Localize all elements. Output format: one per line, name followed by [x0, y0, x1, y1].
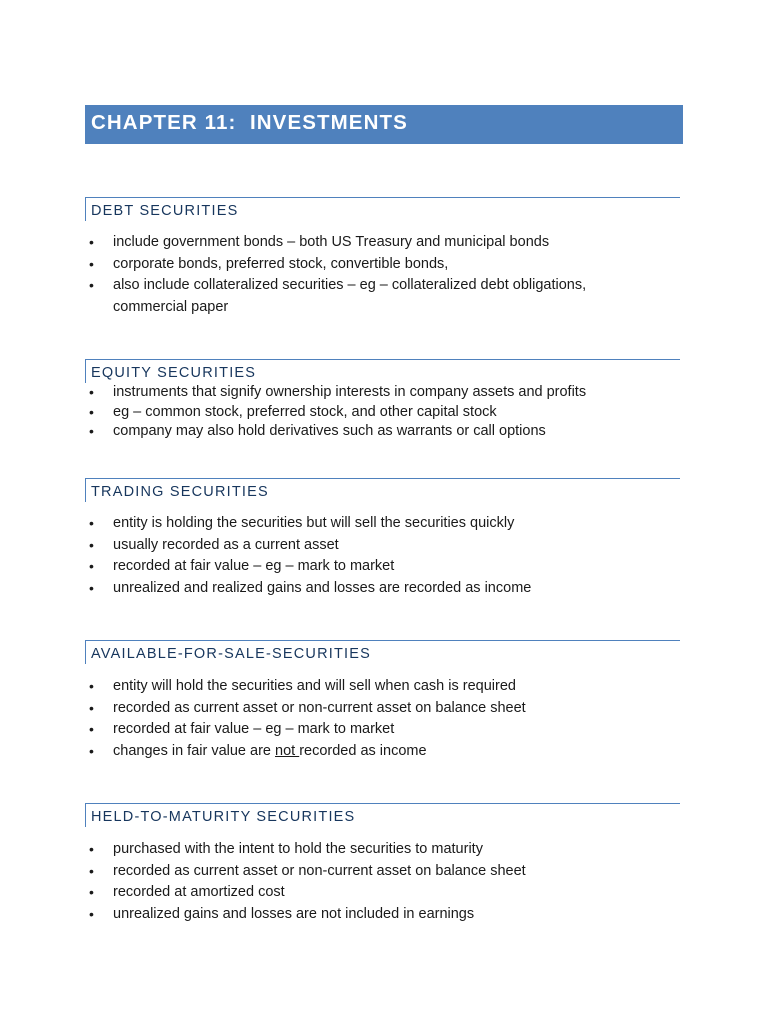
- section-available-for-sale-securities: [85, 640, 680, 762]
- list-item-text: unrealized and realized gains and losses are recorded as income: [113, 579, 532, 596]
- list-item: [85, 882, 680, 904]
- section-trading-securities: [85, 478, 680, 599]
- bullet-icon: •: [89, 579, 94, 596]
- bullet-icon: •: [89, 742, 94, 759]
- section-heading: [85, 478, 680, 502]
- bullet-list: [85, 232, 680, 318]
- list-item-text: eg – common stock, preferred stock, and other capital stock: [113, 403, 497, 420]
- list-item: [85, 232, 680, 254]
- chapter-title: CHAPTER 11: INVESTMENTS: [91, 111, 408, 134]
- list-item: [85, 556, 680, 578]
- list-item-text: recorded as current asset or non-current asset on balance sheet: [113, 862, 526, 879]
- list-item-text: corporate bonds, preferred stock, convertible bonds,: [113, 255, 449, 272]
- list-item: [85, 861, 680, 883]
- list-item: [85, 676, 680, 698]
- underlined-word: not: [275, 742, 300, 759]
- bullet-icon: •: [89, 277, 94, 293]
- list-item-text: unrealized gains and losses are not included in earnings: [113, 905, 475, 922]
- bullet-icon: •: [89, 536, 94, 553]
- list-item: [85, 904, 680, 926]
- bullet-icon: •: [89, 234, 94, 250]
- section-heading-text: HELD-TO-MATURITY SECURITIES: [91, 809, 356, 825]
- list-item-text: company may also hold derivatives such as warrants or call options: [113, 423, 546, 439]
- section-heading: [85, 803, 680, 827]
- list-item: [85, 839, 680, 861]
- bullet-icon: •: [89, 678, 94, 694]
- list-item-text: include government bonds – both US Treasury and municipal bonds: [113, 234, 550, 250]
- section-debt-securities: [85, 197, 680, 318]
- bullet-icon: •: [89, 699, 94, 716]
- bullet-icon: •: [89, 384, 94, 400]
- section-heading-text: AVAILABLE-FOR-SALE-SECURITIES: [91, 646, 372, 662]
- list-item: [85, 578, 680, 600]
- bullet-icon: •: [89, 403, 94, 420]
- section-heading-text: TRADING SECURITIES: [91, 484, 269, 500]
- bullet-icon: •: [89, 255, 94, 272]
- section-heading-text: EQUITY SECURITIES: [91, 365, 257, 381]
- section-heading: [85, 640, 680, 664]
- list-item-text: usually recorded as a current asset: [113, 536, 339, 553]
- bullet-list: [85, 513, 680, 599]
- bullet-list: [85, 383, 680, 442]
- list-item: [85, 741, 680, 763]
- list-item: [85, 403, 680, 423]
- list-item: [85, 422, 680, 442]
- list-item: [85, 513, 680, 535]
- list-item-text: recorded at fair value – eg – mark to market: [113, 721, 395, 737]
- bullet-icon: •: [89, 721, 94, 737]
- bullet-icon: •: [89, 558, 94, 574]
- list-item-text: purchased with the intent to hold the securities to maturity: [113, 841, 483, 857]
- bullet-icon: •: [89, 515, 94, 531]
- bullet-list: [85, 839, 680, 925]
- list-item: [85, 383, 680, 403]
- list-item: [85, 254, 680, 276]
- list-item: [85, 535, 680, 557]
- chapter-banner: [85, 105, 683, 144]
- bullet-icon: •: [89, 423, 94, 439]
- section-heading: [85, 197, 680, 221]
- bullet-icon: •: [89, 841, 94, 857]
- bullet-list: [85, 676, 680, 762]
- list-item-text: recorded as current asset or non-current asset on balance sheet: [113, 699, 526, 716]
- section-held-to-maturity-securities: [85, 803, 680, 925]
- list-item-text: entity will hold the securities and will sell when cash is required: [113, 678, 516, 694]
- list-item: [85, 698, 680, 720]
- list-item-text-after: recorded as income: [299, 742, 427, 759]
- list-item-text: recorded at amortized cost: [113, 884, 285, 900]
- section-heading-text: DEBT SECURITIES: [91, 203, 239, 219]
- list-item-text: instruments that signify ownership interests in company assets and profits: [113, 384, 587, 400]
- list-item-text: also include collateralized securities – eg – collateralized debt obligations, commercial paper: [113, 277, 587, 315]
- bullet-icon: •: [89, 884, 94, 900]
- list-item: [85, 275, 638, 318]
- section-equity-securities: [85, 359, 680, 442]
- list-item-text-before: changes in fair value are: [113, 742, 276, 759]
- list-item: [85, 719, 680, 741]
- bullet-icon: •: [89, 905, 94, 922]
- list-item-text: entity is holding the securities but will sell the securities quickly: [113, 515, 515, 531]
- bullet-icon: •: [89, 862, 94, 879]
- list-item-text: recorded at fair value – eg – mark to market: [113, 558, 395, 574]
- section-heading: [85, 359, 680, 383]
